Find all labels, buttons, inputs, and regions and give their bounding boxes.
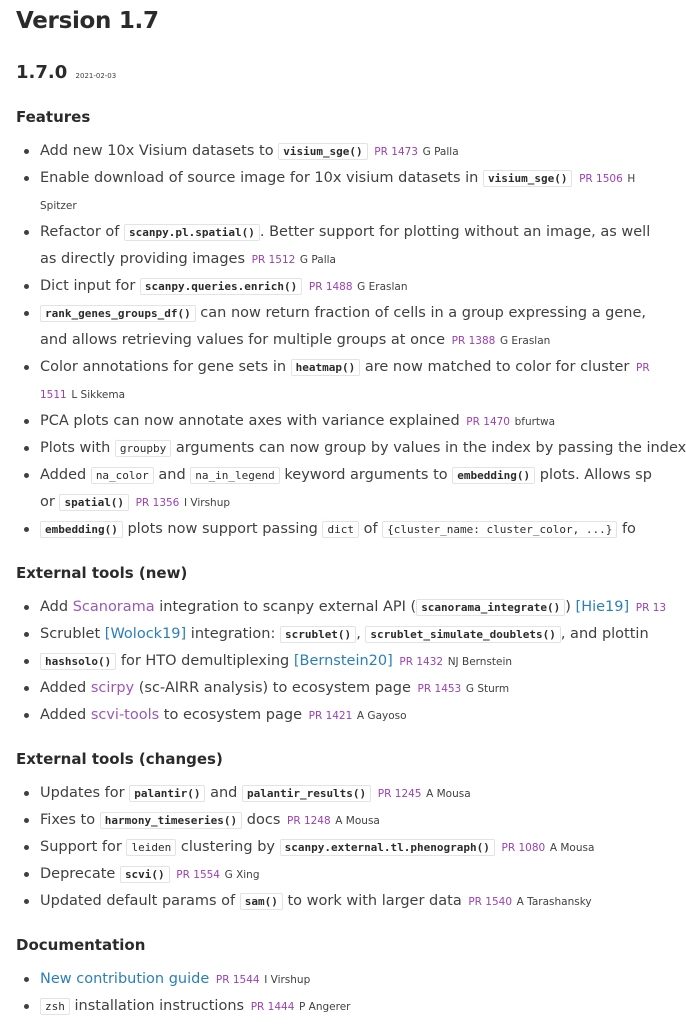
author: G Palla [422, 146, 459, 158]
list-item: Plots with groupby arguments can now group by values in the index by passing the index [16, 435, 658, 462]
list-item: Updated default params of sam() to work with larger data PR 1540 A Tarashansky [16, 888, 658, 915]
author: A Mousa [335, 815, 380, 827]
author: G Eraslan [499, 335, 551, 347]
list-item: Fixes to harmony_timeseries() docs PR 1248 A Mousa [16, 807, 658, 834]
author: G Xing [224, 869, 260, 881]
pr-link[interactable]: PR 1473 [374, 146, 418, 158]
list-item: Deprecate scvi() PR 1554 G Xing [16, 861, 658, 888]
release-version: 1.7.0 [16, 62, 68, 83]
scirpy-link[interactable]: scirpy [90, 680, 135, 696]
code-ref[interactable]: scanpy.pl.spatial() [124, 224, 260, 241]
author: A Mousa [426, 788, 471, 800]
author: L Sikkema [71, 389, 126, 401]
code-ref[interactable]: visium_sge() [483, 170, 572, 187]
author: I Virshup [264, 974, 311, 986]
list-item: rank_genes_groups_df() can now return fraction of cells in a group expressing a gene, and allows retrieving values for multiple groups at once PR 1388 G Eraslan [16, 300, 658, 354]
code-ref[interactable]: zsh [40, 998, 70, 1015]
pr-link[interactable]: PR 1248 [286, 815, 331, 827]
ext-changes-heading: External tools (changes) [16, 750, 223, 768]
pr-link[interactable]: PR 1470 [466, 416, 510, 428]
code-ref[interactable]: scanpy.queries.enrich() [140, 278, 302, 295]
pr-link[interactable]: PR 1444 [250, 1001, 295, 1013]
code-ref[interactable]: dict [322, 521, 359, 538]
docs-heading: Documentation [16, 936, 146, 954]
citation-link[interactable]: [Wolock19] [104, 626, 187, 642]
pr-link[interactable]: PR 1245 [377, 788, 422, 800]
list-item: hashsolo() for HTO demultiplexing [Bernstein20] PR 1432 NJ Bernstein [16, 648, 658, 675]
code-ref[interactable]: hashsolo() [40, 653, 116, 670]
code-ref[interactable]: spatial() [59, 494, 129, 511]
release-heading [16, 61, 658, 88]
list-item: Add Scanorama integration to scanpy external API ( scanorama_integrate() ) [Hie19] PR 13 [16, 594, 658, 621]
code-ref[interactable]: scrublet() [280, 626, 356, 643]
ext-new-heading: External tools (new) [16, 564, 188, 582]
list-item: Enable download of source image for 10x visium datasets in visium_sge() PR 1506 H Spitzer [16, 165, 658, 219]
code-ref[interactable]: palantir() [129, 785, 205, 802]
pr-link[interactable]: PR 1488 [308, 281, 353, 293]
features-list [16, 138, 686, 543]
code-ref[interactable]: harmony_timeseries() [100, 812, 242, 829]
page-title: Version 1.7 [16, 8, 159, 34]
code-ref[interactable]: embedding() [452, 467, 535, 484]
code-ref[interactable]: na_in_legend [190, 467, 279, 484]
citation-link[interactable]: [Bernstein20] [293, 653, 393, 669]
author: P Angerer [298, 1001, 351, 1013]
list-item: Added scirpy (sc-AIRR analysis) to ecosystem page PR 1453 G Sturm [16, 675, 658, 702]
pr-link[interactable]: PR 13 [635, 602, 667, 614]
pr-link[interactable]: PR 1506 [579, 173, 623, 185]
features-heading: Features [16, 108, 91, 126]
pr-link[interactable]: PR 1080 [501, 842, 546, 854]
code-ref[interactable]: scrublet_simulate_doublets() [365, 626, 560, 643]
code-ref[interactable]: scanpy.external.tl.phenograph() [280, 839, 495, 856]
code-ref[interactable]: palantir_results() [242, 785, 371, 802]
pr-link[interactable]: PR 1453 [417, 683, 462, 695]
list-item: Add new 10x Visium datasets to visium_sge() PR 1473 G Palla [16, 138, 658, 165]
code-ref[interactable]: leiden [126, 839, 176, 856]
pr-link[interactable]: PR 1512 [251, 254, 296, 266]
code-ref[interactable]: groupby [115, 440, 171, 457]
author: A Tarashansky [516, 896, 592, 908]
list-item: embedding() plots now support passing dict of {cluster_name: cluster_color, ...} fo [16, 516, 658, 543]
code-ref[interactable]: heatmap() [291, 359, 361, 376]
author: A Mousa [549, 842, 595, 854]
ext-new-list [16, 594, 667, 729]
pr-link[interactable]: PR 1511 [40, 362, 650, 401]
pr-link[interactable]: PR 1388 [451, 335, 496, 347]
code-ref[interactable]: rank_genes_groups_df() [40, 305, 196, 322]
pr-link[interactable]: PR 1421 [308, 710, 353, 722]
author: H Spitzer [40, 173, 636, 212]
code-ref[interactable]: sam() [240, 893, 283, 910]
code-ref[interactable]: na_color [91, 467, 154, 484]
code-ref[interactable]: scanorama_integrate() [416, 599, 565, 616]
list-item: Scrublet [Wolock19] integration: scrublet() , scrublet_simulate_doublets() , and plottin [16, 621, 658, 648]
release-date: 2021-02-03 [75, 72, 117, 80]
pr-link[interactable]: PR 1554 [176, 869, 220, 881]
scanorama-link[interactable]: Scanorama [72, 599, 155, 615]
author: G Eraslan [357, 281, 408, 293]
list-item: Color annotations for gene sets in heatmap() are now matched to color for cluster PR 1511 L Sikkema [16, 354, 658, 408]
list-item: Added na_color and na_in_legend keyword arguments to embedding() plots. Allows sp or spatial() PR 1356 I Virshup [16, 462, 658, 516]
list-item: PCA plots can now annotate axes with variance explained PR 1470 bfurtwa [16, 408, 658, 435]
pr-link[interactable]: PR 1544 [215, 974, 260, 986]
scvi-tools-link[interactable]: scvi-tools [90, 707, 160, 723]
list-item: Updates for palantir() and palantir_results() PR 1245 A Mousa [16, 780, 658, 807]
list-item [16, 966, 658, 993]
pr-link[interactable]: PR 1356 [135, 497, 180, 509]
author: I Virshup [183, 497, 231, 509]
docs-list [16, 966, 658, 1020]
author: G Palla [299, 254, 336, 266]
list-item: Added scvi-tools to ecosystem page PR 1421 A Gayoso [16, 702, 658, 729]
code-ref[interactable]: {cluster_name: cluster_color, ...} [382, 521, 617, 538]
list-item: Dict input for scanpy.queries.enrich() PR 1488 G Eraslan [16, 273, 658, 300]
contribution-guide-link[interactable]: New contribution guide [40, 971, 210, 987]
code-ref[interactable]: embedding() [40, 521, 123, 538]
author: bfurtwa [514, 416, 556, 428]
pr-link[interactable]: PR 1432 [399, 656, 444, 668]
code-ref[interactable]: scvi() [120, 866, 170, 883]
pr-link[interactable]: PR 1540 [468, 896, 513, 908]
list-item: zsh installation instructions PR 1444 P Angerer [16, 993, 658, 1020]
list-item: Refactor of scanpy.pl.spatial() . Better support for plotting without an image, as well as directly providing images PR 1512 G Palla [16, 219, 658, 273]
author: G Sturm [465, 683, 510, 695]
list-item: Support for leiden clustering by scanpy.external.tl.phenograph() PR 1080 A Mousa [16, 834, 658, 861]
ext-changes-list [16, 780, 658, 915]
citation-link[interactable]: [Hie19] [575, 599, 630, 615]
author: A Gayoso [356, 710, 407, 722]
code-ref[interactable]: visium_sge() [278, 143, 367, 160]
author: NJ Bernstein [447, 656, 513, 668]
